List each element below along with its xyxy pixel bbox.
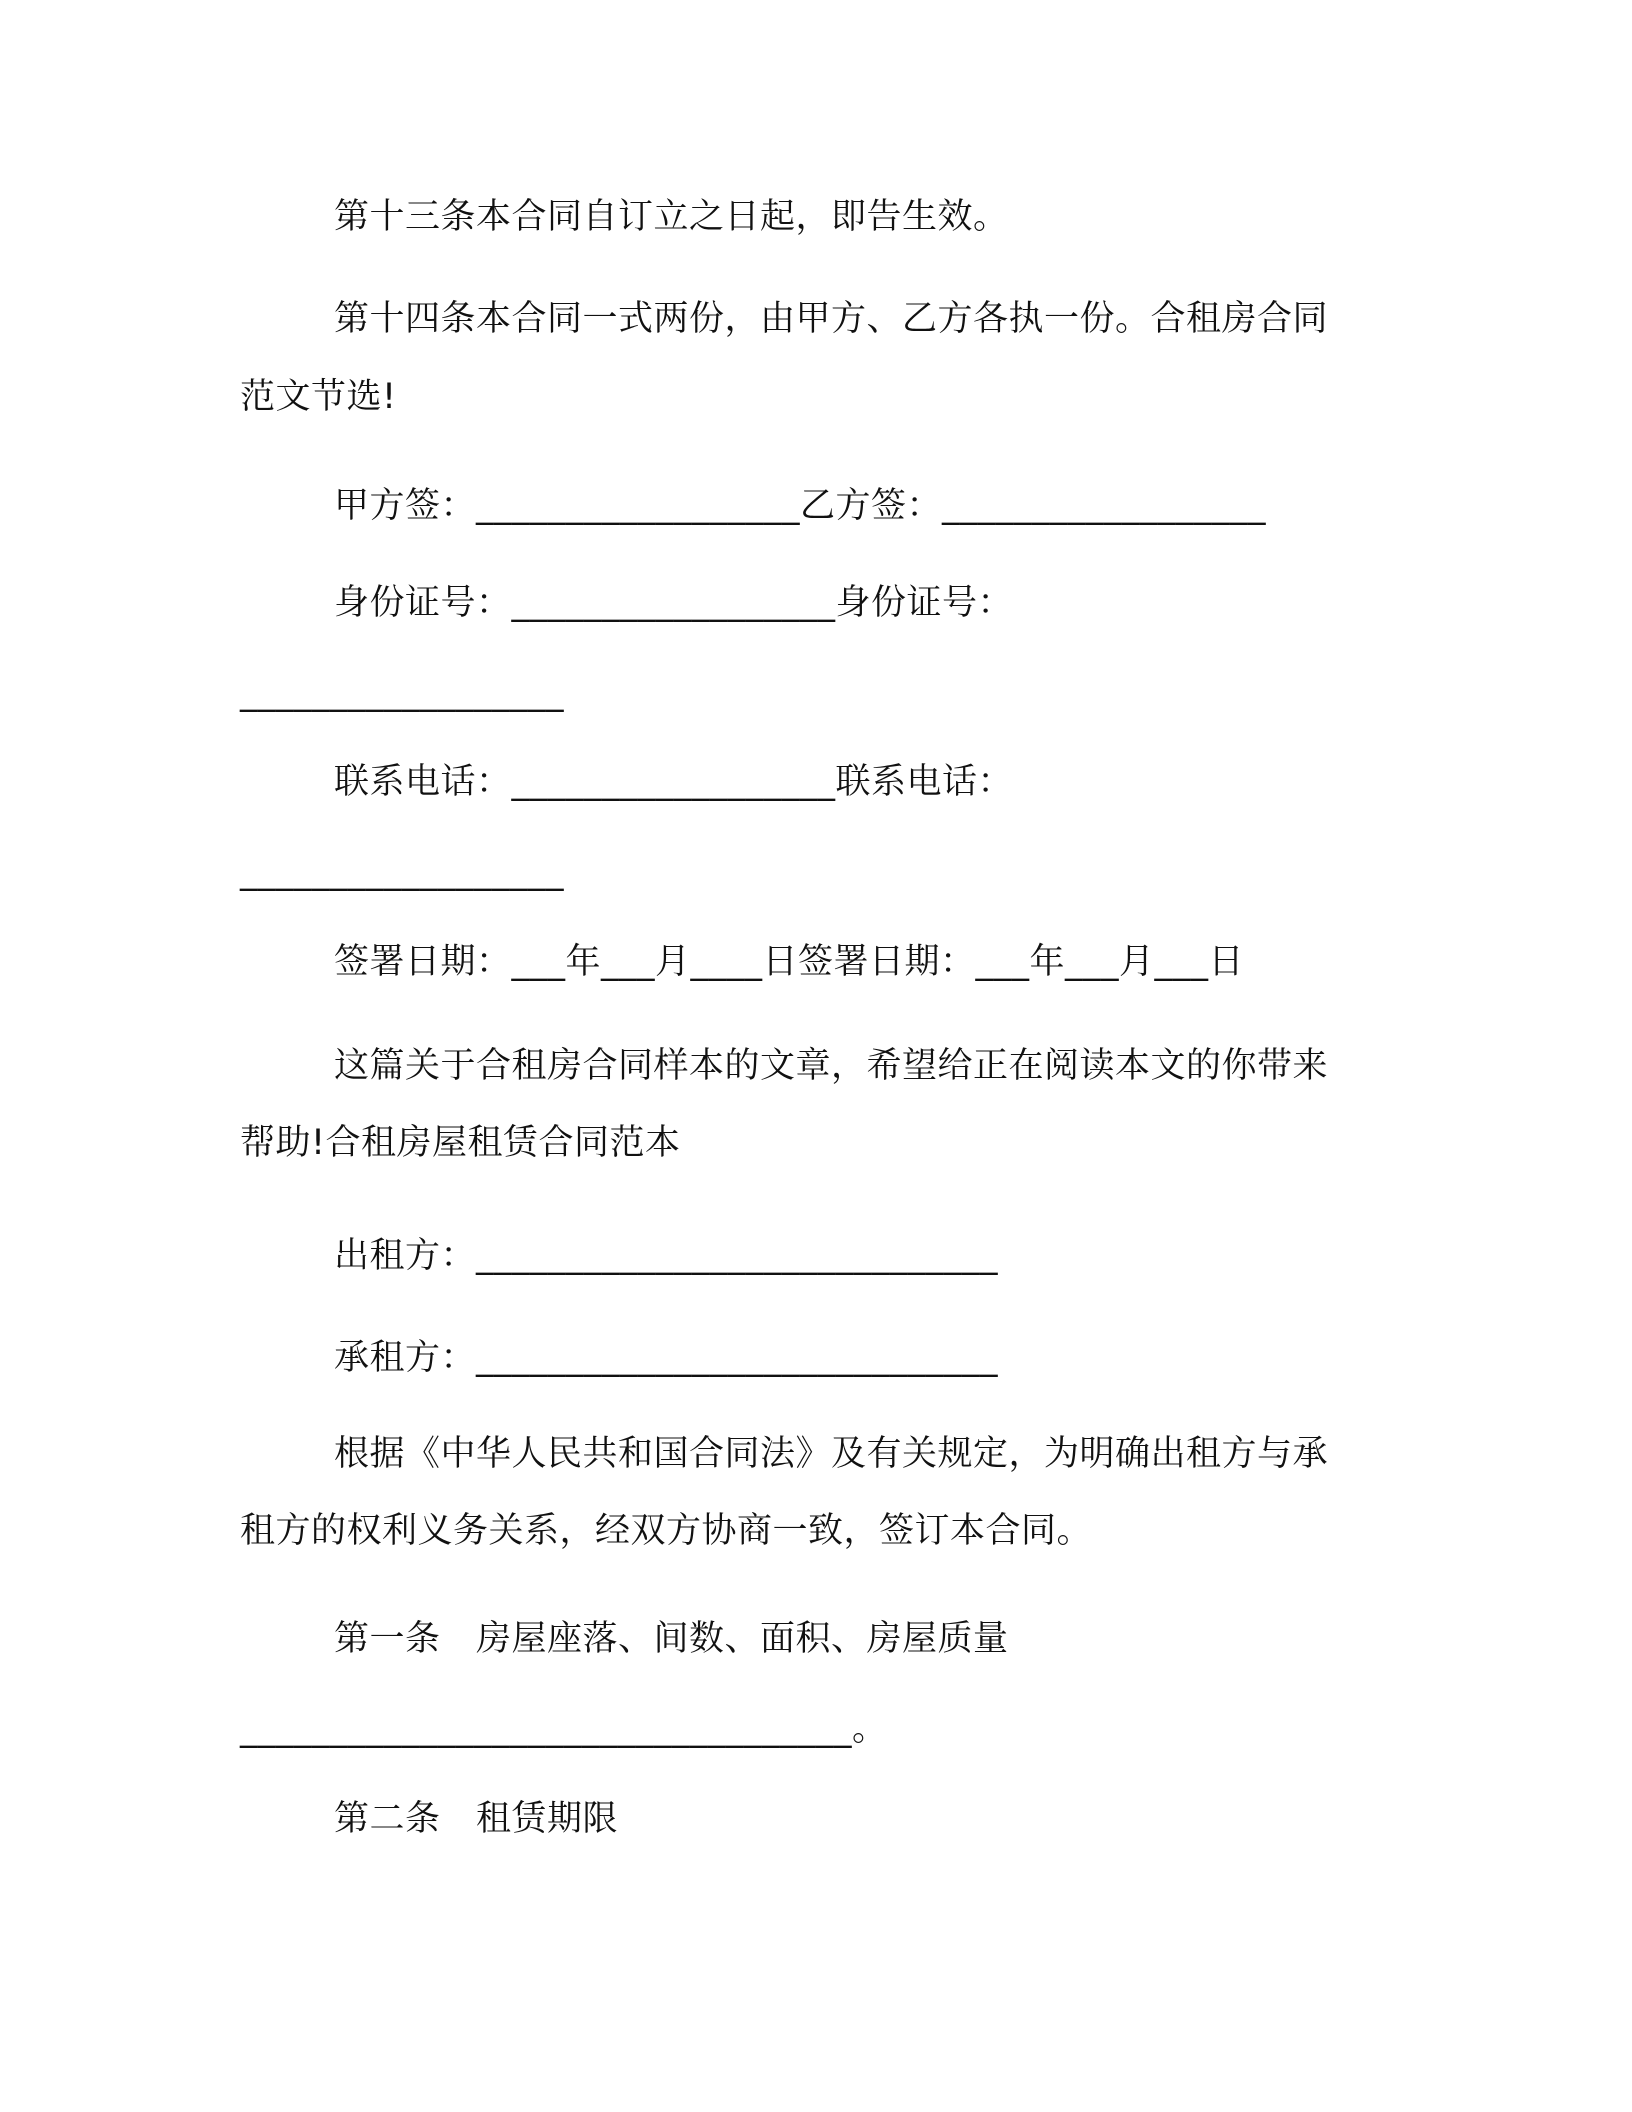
article-13-text: 第十三条本合同自订立之日起，即告生效。 — [334, 197, 1009, 237]
phone-line: 联系电话：__________________联系电话： — [334, 762, 1014, 802]
preamble-paragraph: 根据《中华人民共和国合同法》及有关规定，为明确出租方与承 — [334, 1434, 1329, 1474]
signature-line: 甲方签：__________________乙方签：__________________ — [334, 486, 1267, 526]
article-2-heading: 第二条 租赁期限 — [334, 1799, 619, 1839]
article-1-blank: __________________________________。 — [240, 1709, 888, 1749]
article-14-text: 第十四条本合同一式两份，由甲方、乙方各执一份。合租房合同 — [334, 299, 1329, 339]
closing-paragraph-continuation: 帮助!合租房屋租赁合同范本 — [240, 1123, 681, 1163]
closing-paragraph: 这篇关于合租房合同样本的文章，希望给正在阅读本文的你带来 — [334, 1046, 1329, 1086]
signing-date-line: 签署日期：___年___月____日签署日期：___年___月___日 — [334, 942, 1245, 982]
article-1-heading: 第一条 房屋座落、间数、面积、房屋质量 — [334, 1619, 1009, 1659]
id-number-blank: __________________ — [240, 673, 564, 713]
id-number-line: 身份证号：__________________身份证号： — [334, 583, 1014, 623]
article-14-continuation: 范文节选! — [240, 377, 397, 417]
lessee-line: 承租方：_____________________________ — [334, 1338, 999, 1378]
preamble-continuation: 租方的权利义务关系，经双方协商一致，签订本合同。 — [240, 1511, 1093, 1551]
phone-blank: __________________ — [240, 852, 564, 892]
lessor-line: 出租方：_____________________________ — [334, 1236, 999, 1276]
